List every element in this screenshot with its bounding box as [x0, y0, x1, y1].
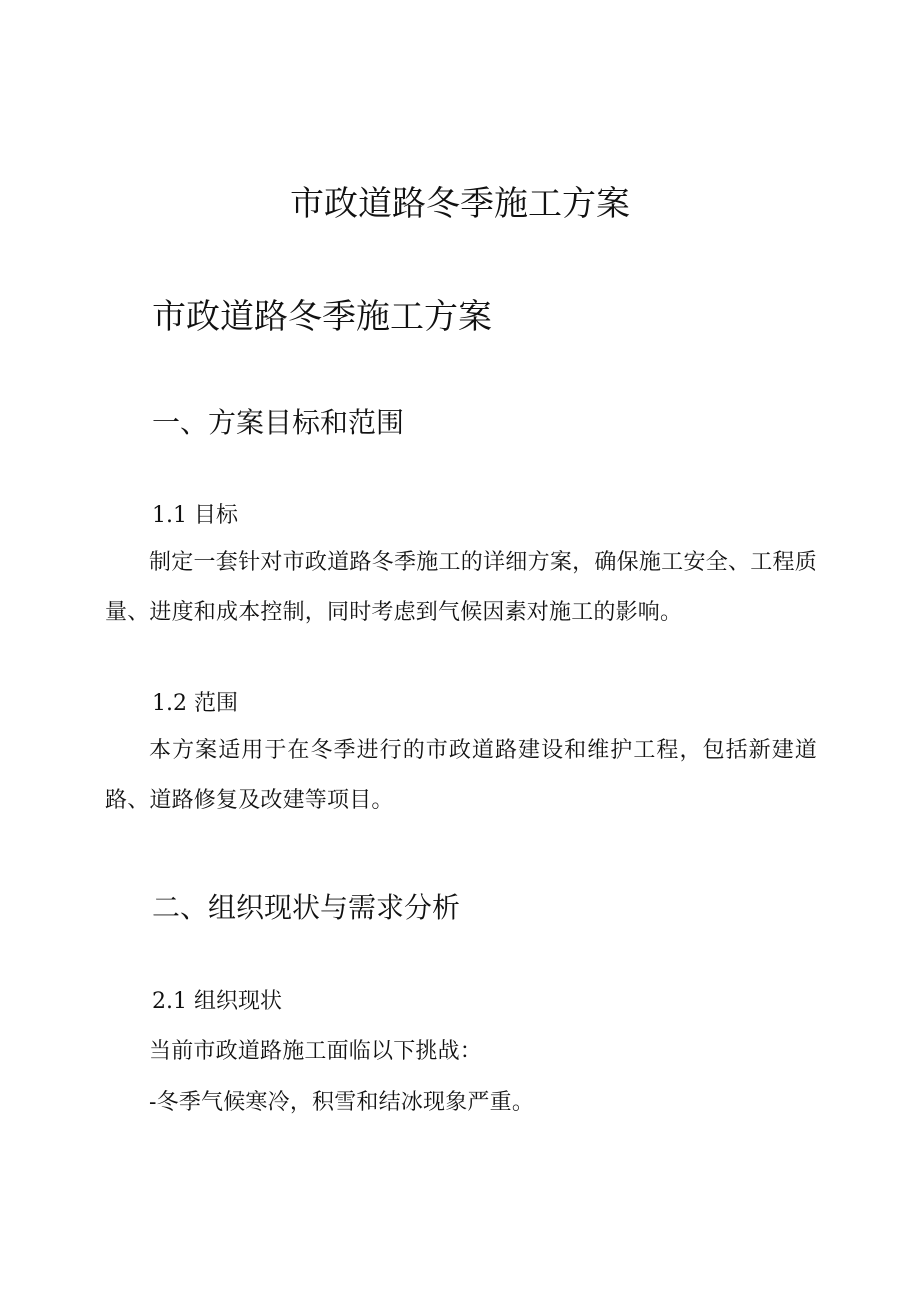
subsection-number: 1.1	[152, 503, 187, 528]
section-heading-1: 一、方案目标和范围	[152, 406, 405, 439]
subsection-title: 组织现状	[194, 989, 283, 1014]
subsection-heading-1-2	[152, 688, 238, 720]
subsection-heading-1-1	[152, 500, 238, 532]
main-title: 市政道路冬季施工方案	[152, 297, 492, 337]
subsection-number: 1.2	[152, 691, 187, 716]
paragraph-scope: 本方案适用于在冬季进行的市政道路建设和维护工程，包括新建道路、道路修复及改建等项目。	[105, 738, 817, 813]
document-title: 市政道路冬季施工方案	[290, 184, 630, 224]
subsection-title: 范围	[194, 691, 239, 716]
subsection-number: 2.1	[152, 989, 187, 1014]
section-heading-2: 二、组织现状与需求分析	[152, 891, 461, 924]
subsection-heading-2-1	[152, 986, 282, 1018]
paragraph-goal: 制定一套针对市政道路冬季施工的详细方案，确保施工安全、工程质量、进度和成本控制，同时考虑到气候因素对施工的影响。	[105, 550, 817, 625]
subsection-title: 目标	[194, 503, 239, 528]
list-item: -冬季气候寒冷，积雪和结冰现象严重。	[149, 1090, 535, 1115]
body-line-intro: 当前市政道路施工面临以下挑战：	[149, 1039, 483, 1064]
